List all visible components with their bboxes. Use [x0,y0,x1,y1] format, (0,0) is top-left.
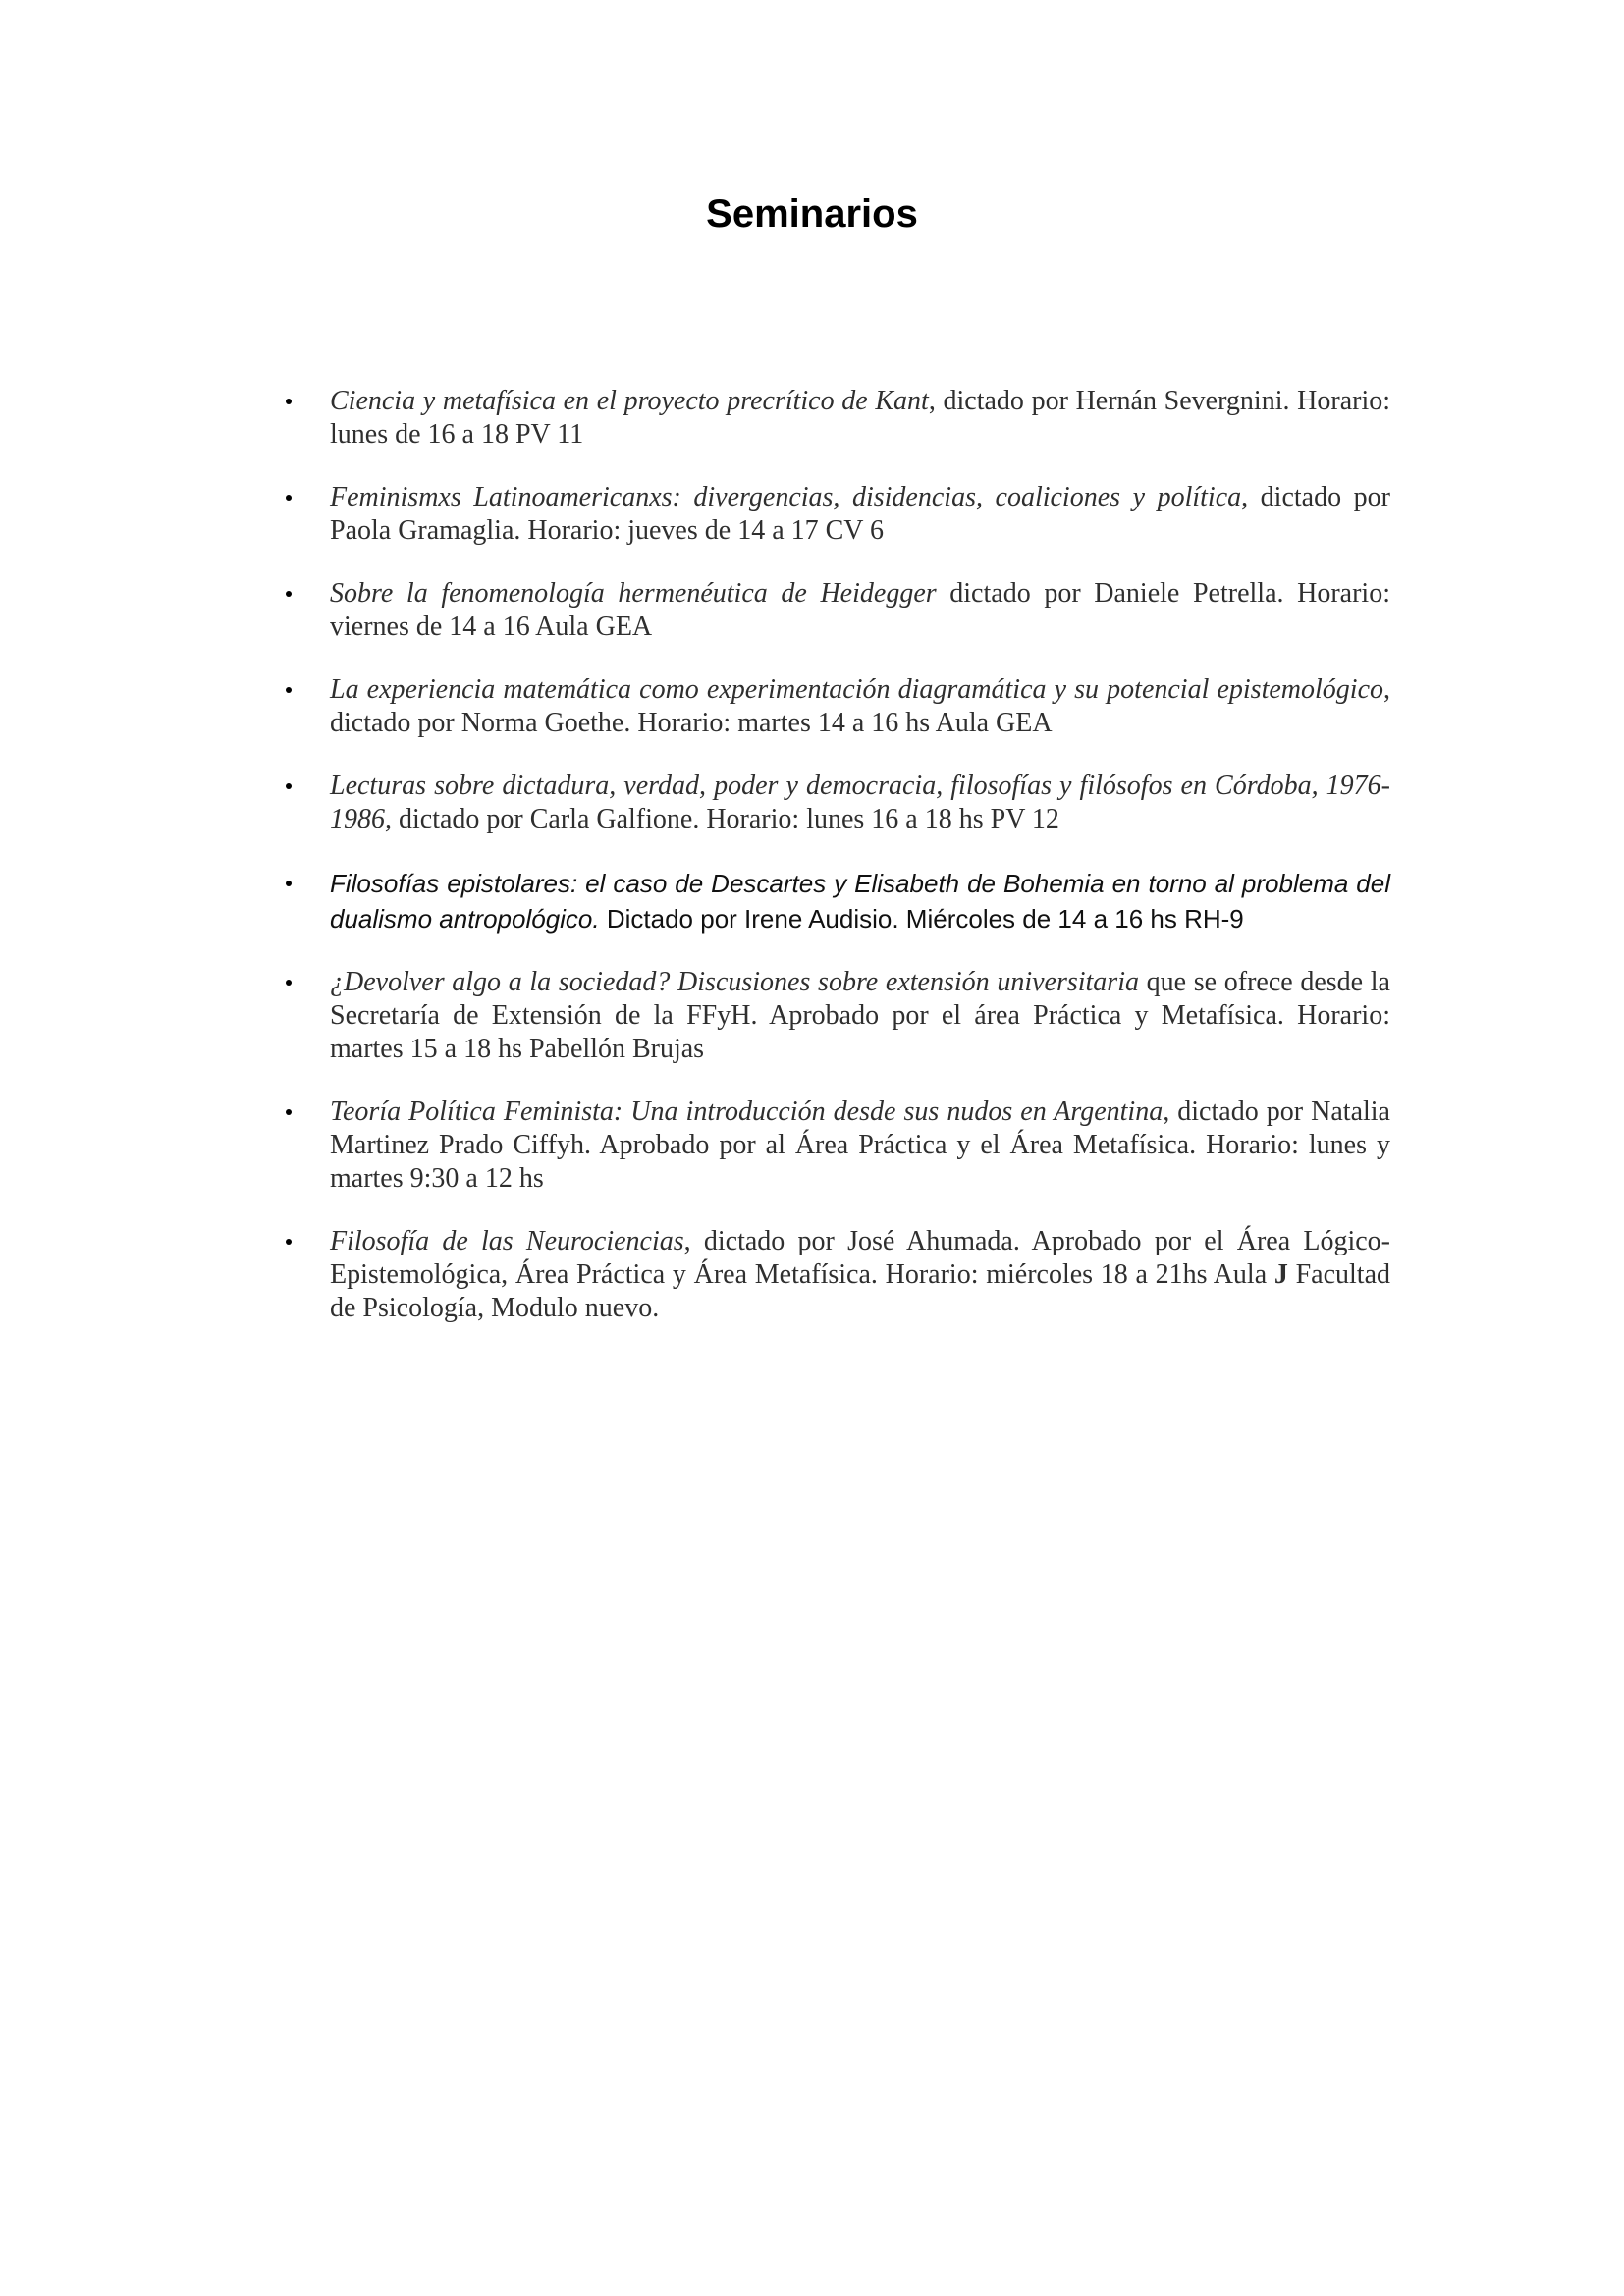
list-item [330,770,1390,836]
seminar-room-letter: J [1273,1259,1288,1290]
seminar-title: Filosofías epistolares: el caso de Descartes y Elisabeth de Bohemia en torno al problema del dualismo antropológico. [330,869,1390,934]
list-item [330,673,1390,740]
seminar-details: dictado por Natalia Martinez Prado Ciffyh. Aprobado por al Área Práctica y el Área Metafísica. Horario: lunes y martes 9:30 a 12 hs [330,1096,1390,1194]
list-item [330,481,1390,548]
page-title: Seminarios [706,192,918,236]
seminar-title: ¿Devolver algo a la sociedad? Discusiones sobre extensión universitaria [330,967,1139,997]
seminar-title: La experiencia matemática como experimentación diagramática y su potencial epistemológico [330,674,1383,705]
list-item [330,577,1390,644]
list-item [330,966,1390,1066]
seminar-details: dictado por Daniele Petrella. Horario: viernes de 14 a 16 Aula GEA [330,578,1390,642]
seminar-title: Lecturas sobre dictadura, verdad, poder y democracia, filosofías y filósofos en Córdoba, 1976-1986, [330,771,1390,834]
seminar-details: Dictado por Irene Audisio. Miércoles de 14 a 16 hs RH-9 [599,904,1244,934]
seminar-details: que se ofrece desde la Secretaría de Extensión de la FFyH. Aprobado por el área Práctica y Metafísica. Horario: martes 15 a 18 hs Pabellón Brujas [330,967,1390,1064]
list-item [330,866,1390,936]
list-item [330,385,1390,452]
seminar-details: , dictado por Hernán Severgnini. Horario: lunes de 16 a 18 PV 11 [330,386,1390,450]
list-item [330,1225,1390,1325]
seminar-details: , dictado por Paola Gramaglia. Horario: jueves de 14 a 17 CV 6 [330,482,1390,546]
seminar-title: Feminismxs Latinoamericanxs: divergencias, disidencias, coaliciones y política [330,482,1242,512]
seminar-details-tail: Facultad de Psicología, Modulo nuevo. [330,1259,1390,1323]
seminar-title: Sobre la fenomenología hermenéutica de Heidegger [330,578,937,609]
seminar-list [330,385,1390,1355]
seminar-title: Filosofía de las Neurociencias [330,1226,684,1256]
list-item [330,1095,1390,1196]
seminar-title: Ciencia y metafísica en el proyecto precrítico de Kant [330,386,929,416]
seminar-title: Teoría Política Feminista: Una introducción desde sus nudos en Argentina, [330,1096,1170,1127]
seminar-details: , dictado por Norma Goethe. Horario: martes 14 a 16 hs Aula GEA [330,674,1390,738]
seminar-details: dictado por Carla Galfione. Horario: lunes 16 a 18 hs PV 12 [392,804,1059,834]
seminar-details: , dictado por José Ahumada. Aprobado por el Área Lógico-Epistemológica, Área Práctica y Área Metafísica. Horario: miércoles 18 a 21hs Aula [330,1226,1390,1290]
